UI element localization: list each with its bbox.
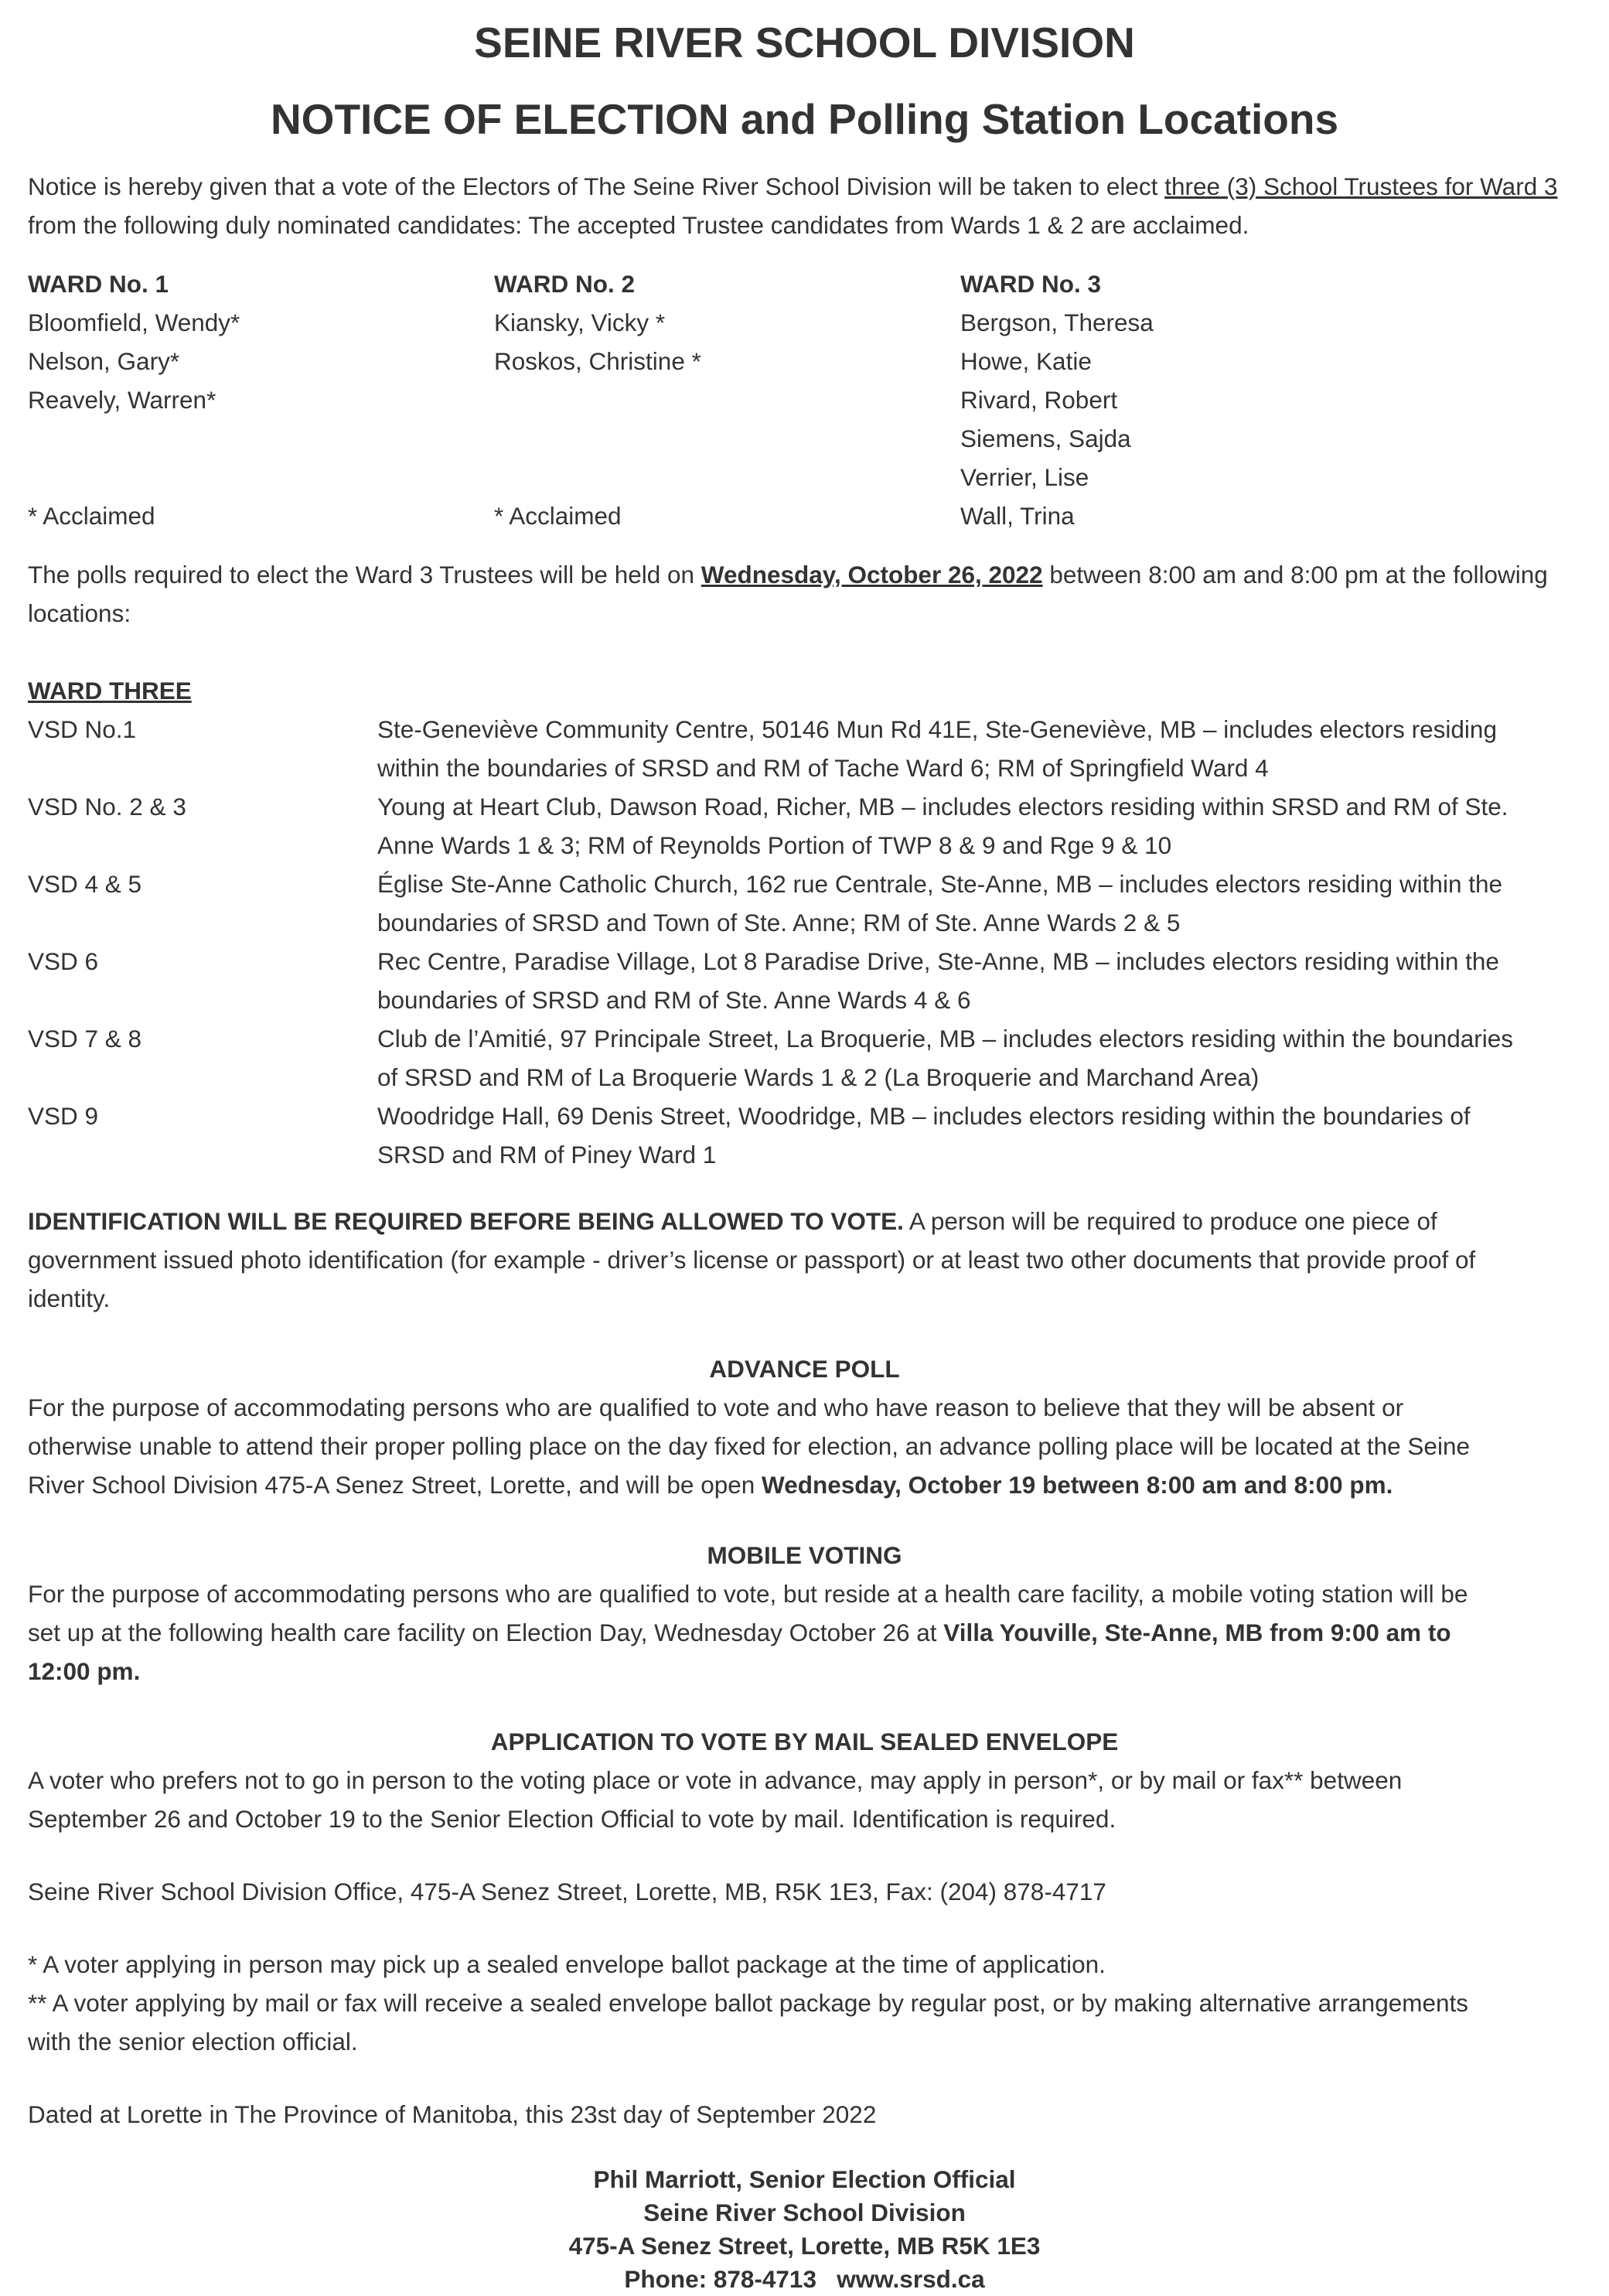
station-line: of SRSD and RM of La Broquerie Wards 1 & 2 (La Broquerie and Marchand Area) (377, 1063, 1260, 1091)
station-details (377, 1019, 1581, 1097)
advance-poll-hours: Wednesday, October 19 between 8:00 am and 8:00 pm. (762, 1471, 1393, 1499)
office-address: Seine River School Division Office, 475-A Senez Street, Lorette, MB, R5K 1E3, Fax: (204) 878-4717 (28, 1878, 1106, 1905)
identification-text: identity. (28, 1284, 111, 1312)
mobile-voting-text: set up at the following health care facility on Election Day, Wednesday October 26 at (28, 1619, 944, 1646)
ward-3-candidate: Wall, Trina (960, 502, 1075, 530)
intro-paragraph (28, 167, 1581, 244)
ward-3-candidate: Verrier, Lise (960, 463, 1089, 491)
signature-org: Seine River School Division (643, 2199, 966, 2226)
station-line: SRSD and RM of Piney Ward 1 (377, 1141, 717, 1168)
station-details (377, 865, 1581, 942)
station-details (377, 787, 1581, 865)
signature-block (28, 2163, 1581, 2296)
station-line: Ste-Geneviève Community Centre, 50146 Mun Rd 41E, Ste-Geneviève, MB – includes electors residing (377, 715, 1497, 743)
polls-text-2: between 8:00 am and 8:00 pm at the following locations: (28, 561, 1548, 627)
station-label: VSD No. 2 & 3 (28, 793, 186, 820)
ward-1-candidate: Nelson, Gary* (28, 347, 180, 375)
ward-1-column (28, 264, 494, 535)
polls-text-1: The polls required to elect the Ward 3 Trustees will be held on (28, 561, 701, 588)
advance-poll-paragraph (28, 1388, 1581, 1504)
mail-vote-text: A voter who prefers not to go in person to the voting place or vote in advance, may apply in person*, or by mail or fax** between (28, 1766, 1403, 1794)
ward-1-candidate: Bloomfield, Wendy* (28, 309, 240, 336)
ward-3-column (960, 264, 1581, 535)
station-label: VSD 7 & 8 (28, 1025, 142, 1052)
ward-1-candidate: Reavely, Warren* (28, 386, 216, 414)
station-details (377, 1097, 1581, 1174)
station-label: VSD 6 (28, 947, 99, 975)
ward-2-heading: WARD No. 2 (494, 270, 636, 298)
page-subtitle: NOTICE OF ELECTION and Polling Station Locations (270, 95, 1339, 143)
station-line: Anne Wards 1 & 3; RM of Reynolds Portion of TWP 8 & 9 and Rge 9 & 10 (377, 831, 1172, 859)
station-label: VSD 9 (28, 1102, 99, 1130)
ward-3-candidate: Howe, Katie (960, 347, 1092, 375)
mobile-voting-text: For the purpose of accommodating persons who are qualified to vote, but reside at a health care facility, a mobile voting station will be (28, 1580, 1468, 1608)
mail-vote-note: * A voter applying in person may pick up a sealed envelope ballot package at the time of application. (28, 1950, 1106, 1978)
intro-underlined-text: three (3) School Trustees for Ward 3 (1164, 172, 1558, 200)
mobile-voting-paragraph (28, 1574, 1581, 1690)
ward-2-column (494, 264, 960, 535)
signature-contact: Phone: 878-4713 www.srsd.ca (624, 2265, 985, 2293)
ward-2-candidate: Kiansky, Vicky * (494, 309, 666, 336)
station-label: VSD No.1 (28, 715, 137, 743)
mail-vote-text: September 26 and October 19 to the Senior Election Official to vote by mail. Identification is required. (28, 1805, 1116, 1833)
mail-vote-notes (28, 1945, 1581, 2061)
station-line: boundaries of SRSD and Town of Ste. Anne; RM of Ste. Anne Wards 2 & 5 (377, 909, 1181, 936)
mobile-voting-heading: MOBILE VOTING (707, 1541, 902, 1569)
identification-paragraph (28, 1202, 1581, 1318)
ward-3-candidate: Bergson, Theresa (960, 309, 1154, 336)
station-label: VSD 4 & 5 (28, 870, 142, 898)
advance-poll-text: otherwise unable to attend their proper polling place on the day fixed for election, an advance polling place will be located at the Seine (28, 1432, 1470, 1460)
station-line: Young at Heart Club, Dawson Road, Richer, MB – includes electors residing within SRSD and RM of Ste. (377, 793, 1508, 820)
advance-poll-text: For the purpose of accommodating persons who are qualified to vote and who have reason to believe that they will be absent or (28, 1394, 1404, 1421)
station-line: boundaries of SRSD and RM of Ste. Anne Wards 4 & 6 (377, 986, 971, 1014)
dated-line: Dated at Lorette in The Province of Manitoba, this 23st day of September 2022 (28, 2100, 877, 2128)
mail-vote-note: with the senior election official. (28, 2028, 358, 2055)
ward-2-candidate: Roskos, Christine * (494, 347, 701, 375)
identification-text: A person will be required to produce one piece of (903, 1207, 1437, 1235)
polls-date: Wednesday, October 26, 2022 (701, 561, 1043, 588)
wards-candidates (28, 264, 1581, 535)
station-line: Woodridge Hall, 69 Denis Street, Woodridge, MB – includes electors residing within the boundaries of (377, 1102, 1471, 1130)
page-title: SEINE RIVER SCHOOL DIVISION (474, 19, 1135, 67)
station-line: within the boundaries of SRSD and RM of Tache Ward 6; RM of Springfield Ward 4 (377, 754, 1269, 782)
station-details (377, 942, 1581, 1019)
identification-text: government issued photo identification (for example - driver’s license or passport) or at least two other documents that provide proof of (28, 1246, 1476, 1274)
ward-1-heading: WARD No. 1 (28, 270, 169, 298)
ward-3-candidate: Rivard, Robert (960, 386, 1118, 414)
signature-name: Phil Marriott, Senior Election Official (593, 2165, 1016, 2193)
polls-paragraph (28, 555, 1581, 633)
identification-bold: IDENTIFICATION WILL BE REQUIRED BEFORE BEING ALLOWED TO VOTE. (28, 1207, 904, 1235)
ward-2-footnote: * Acclaimed (494, 502, 622, 530)
station-details (377, 710, 1581, 787)
ward-3-candidate: Siemens, Sajda (960, 425, 1131, 452)
ward-1-footnote: * Acclaimed (28, 502, 155, 530)
mobile-voting-time: 12:00 pm. (28, 1657, 141, 1685)
intro-text-2: from the following duly nominated candidates: The accepted Trustee candidates from Wards 1 & 2 are acclaimed. (28, 211, 1249, 239)
station-line: Club de l’Amitié, 97 Principale Street, La Broquerie, MB – includes electors residing within the boundaries (377, 1025, 1514, 1052)
advance-poll-text: River School Division 475-A Senez Street, Lorette, and will be open (28, 1471, 762, 1499)
mail-vote-note: ** A voter applying by mail or fax will receive a sealed envelope ballot package by regular post, or by making alternative arrangements (28, 1989, 1469, 2017)
station-line: Église Ste-Anne Catholic Church, 162 rue Centrale, Ste-Anne, MB – includes electors residing within the (377, 870, 1503, 898)
ward-3-heading: WARD No. 3 (960, 270, 1102, 298)
polling-stations-table (28, 710, 1581, 1174)
ward-three-heading: WARD THREE (28, 677, 192, 704)
mail-vote-paragraph (28, 1761, 1581, 1838)
mobile-voting-location: Villa Youville, Ste-Anne, MB from 9:00 am to (943, 1619, 1451, 1646)
station-line: Rec Centre, Paradise Village, Lot 8 Paradise Drive, Ste-Anne, MB – includes electors residing within the (377, 947, 1499, 975)
signature-address: 475-A Senez Street, Lorette, MB R5K 1E3 (568, 2232, 1041, 2260)
advance-poll-heading: ADVANCE POLL (709, 1355, 900, 1383)
intro-text-1: Notice is hereby given that a vote of the Electors of The Seine River School Division will be taken to elect (28, 172, 1165, 200)
mail-vote-heading: APPLICATION TO VOTE BY MAIL SEALED ENVELOPE (490, 1728, 1119, 1755)
